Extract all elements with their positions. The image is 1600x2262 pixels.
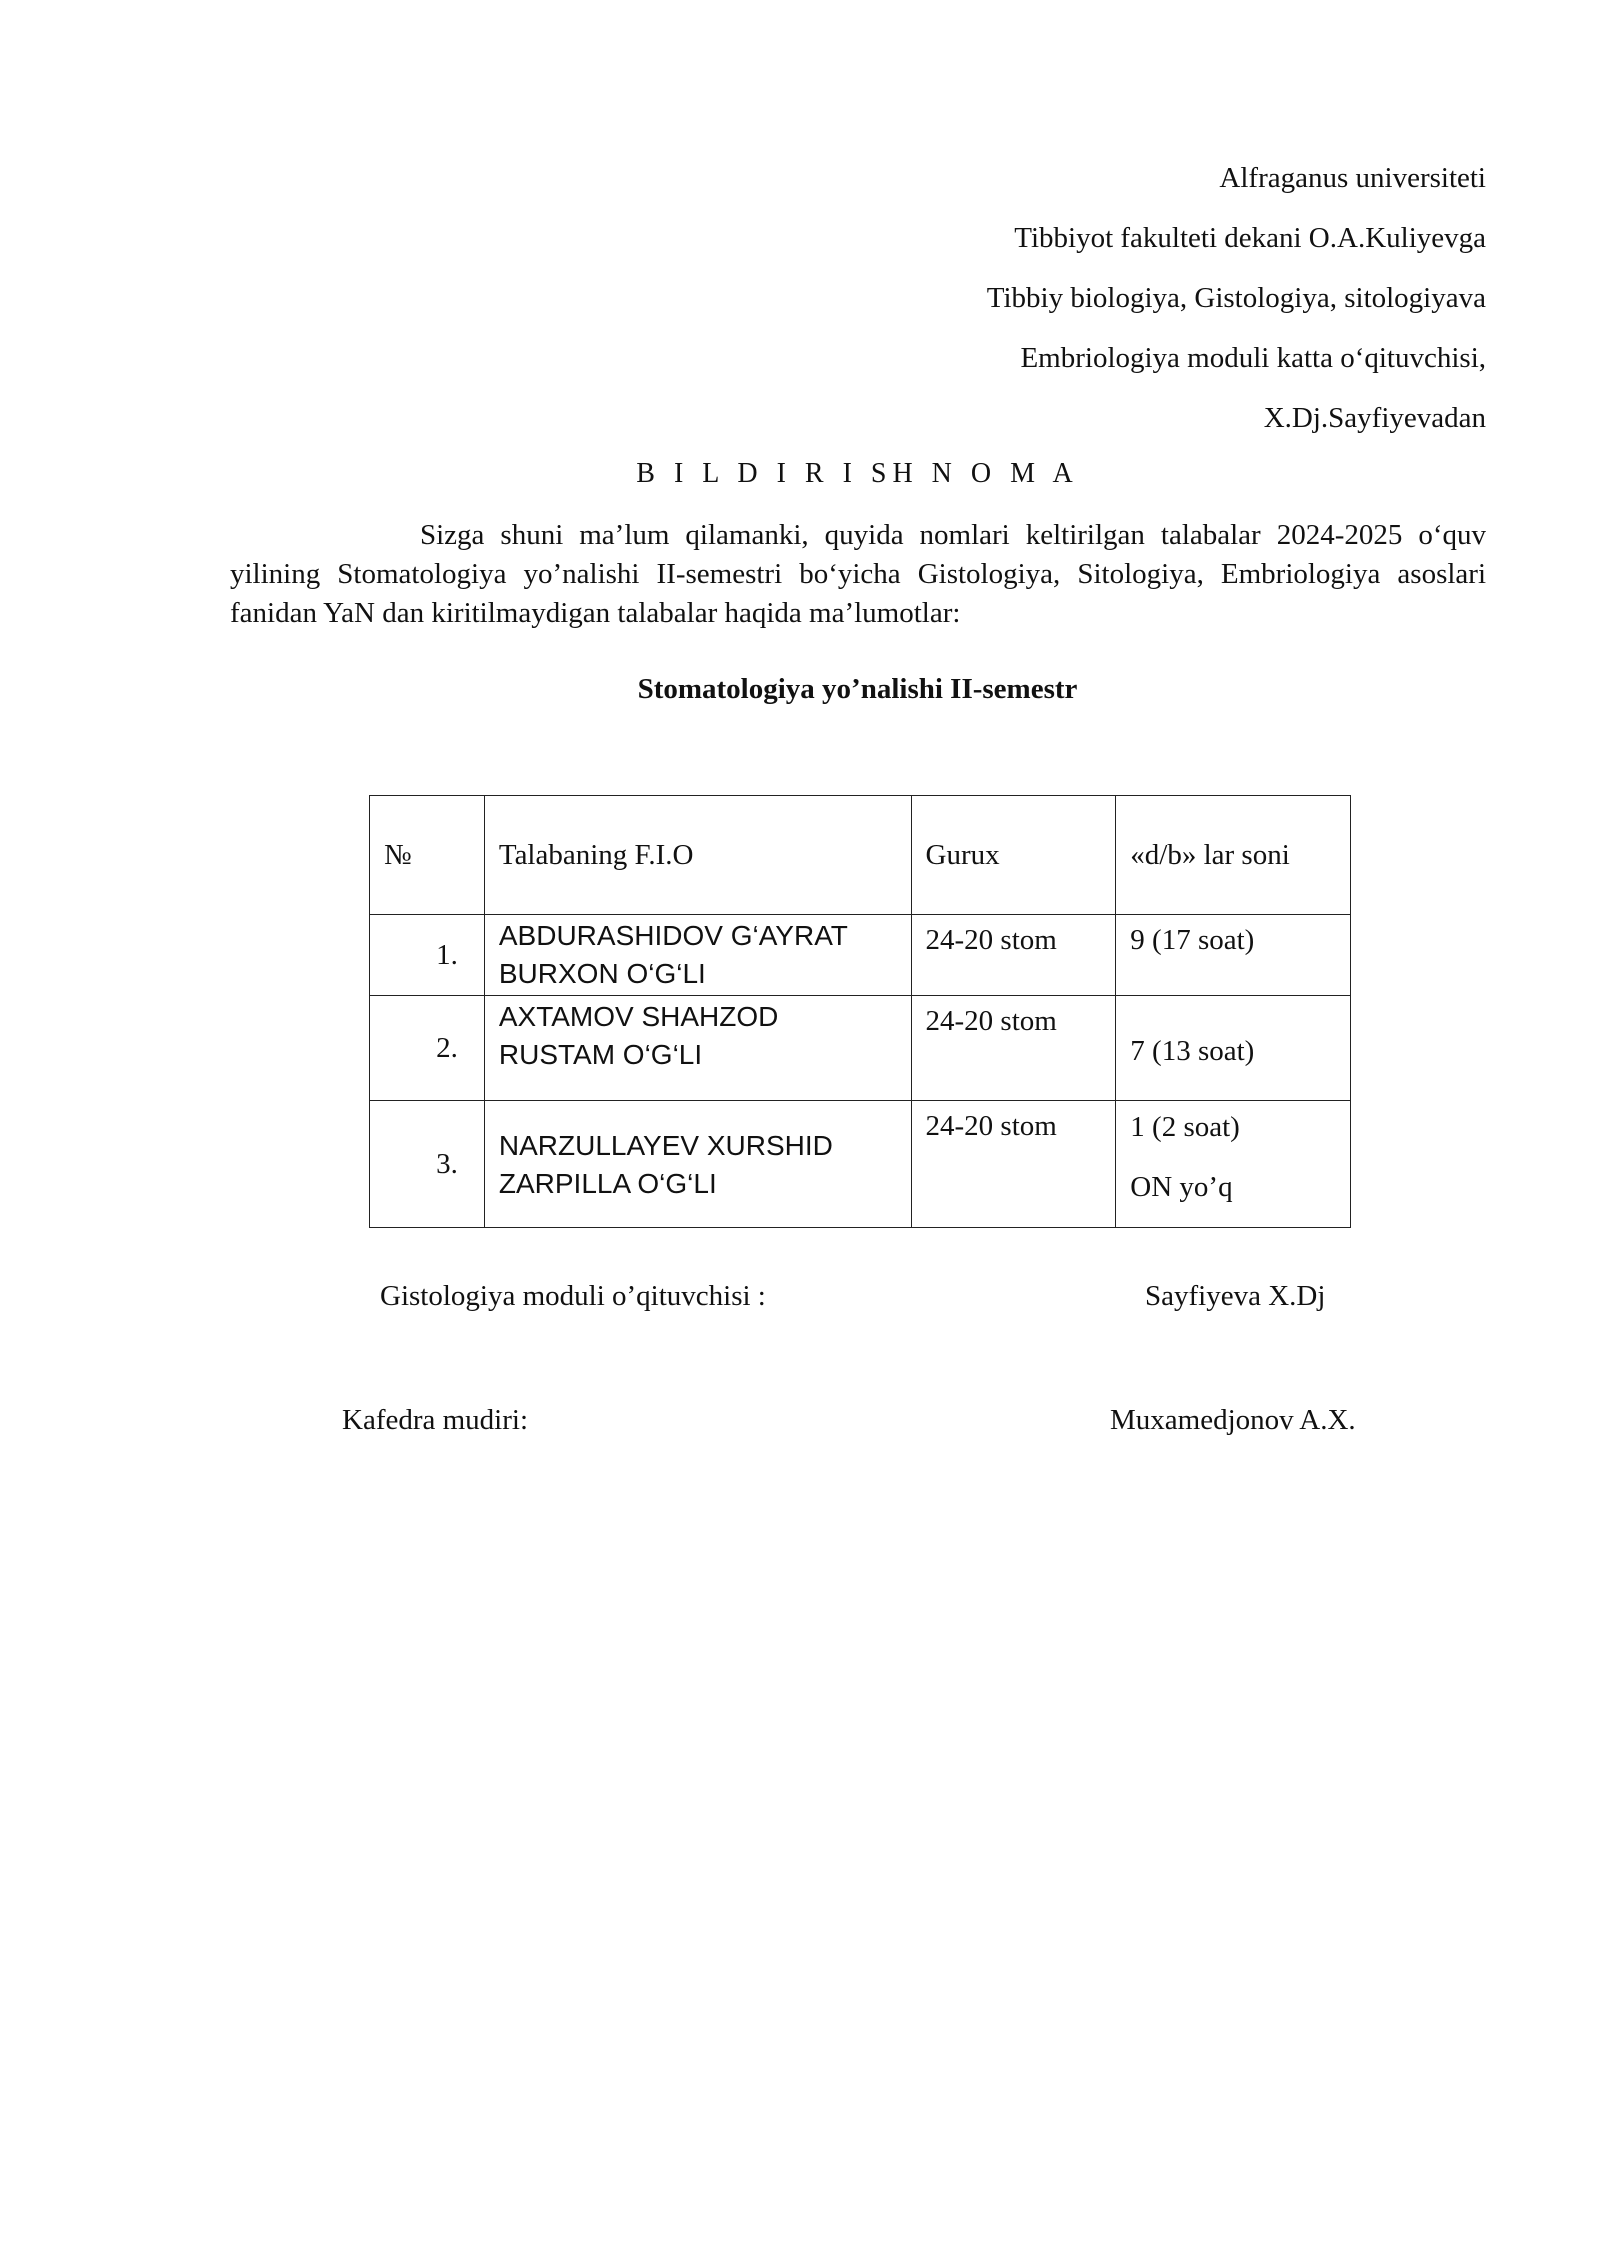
student-name: ABDURASHIDOV G‘AYRAT BURXON O‘G‘LI [484, 915, 911, 996]
addressee-line-dean: Tibbiyot fakulteti dekani O.A.Kuliyevga [1014, 222, 1486, 254]
signature-name-teacher: Sayfiyeva X.Dj [1145, 1280, 1326, 1312]
header-group: Gurux [911, 796, 1116, 915]
absence-note: ON yo’q [1130, 1171, 1233, 1203]
row-number: 3. [370, 1101, 485, 1228]
student-name: NARZULLAYEV XURSHID ZARPILLA O‘G‘LI [484, 1101, 911, 1228]
document-title: B I L D I R I SH N O M A [636, 458, 1079, 489]
absence-count: 1 (2 soat) [1130, 1111, 1240, 1143]
students-table [369, 795, 1351, 1228]
row-number: 1. [370, 915, 485, 996]
addressee-line-sender: X.Dj.Sayfiyevadan [1263, 402, 1486, 434]
signature-name-head: Muxamedjonov A.X. [1110, 1404, 1356, 1436]
addressee-line-university: Alfraganus universiteti [1219, 162, 1486, 194]
table-subtitle: Stomatologiya yo’nalishi II-semestr [637, 673, 1078, 705]
intro-paragraph: Sizga shuni ma’lum qilamanki, quyida nomlari keltirilgan talabalar 2024-2025 o‘quv yilining Stomatologiya yo’nalishi II-semestri bo‘yicha Gistologiya, Sitologiya, Embriologiya asoslari fanidan YaN dan kiritilmaydigan talabalar haqida ma’lumotlar: [230, 519, 1486, 629]
table-row [370, 915, 1351, 996]
absence-count: 9 (17 soat) [1116, 915, 1351, 996]
signature-role-teacher: Gistologiya moduli o’qituvchisi : [380, 1280, 766, 1312]
addressee-block [786, 148, 1486, 448]
row-number: 2. [370, 996, 485, 1101]
table-row [370, 996, 1351, 1101]
absence-cell [1116, 1101, 1351, 1228]
student-group: 24-20 stom [911, 915, 1116, 996]
header-absence-count: «d/b» lar soni [1116, 796, 1351, 915]
header-number: № [370, 796, 485, 915]
addressee-line-department: Tibbiy biologiya, Gistologiya, sitologiyava [986, 282, 1486, 314]
signature-role-head: Kafedra mudiri: [342, 1404, 529, 1436]
student-group: 24-20 stom [911, 1101, 1116, 1228]
header-student-name: Talabaning F.I.O [484, 796, 911, 915]
table-header-row [370, 796, 1351, 915]
student-group: 24-20 stom [911, 996, 1116, 1101]
table-row [370, 1101, 1351, 1228]
student-name: AXTAMOV SHAHZOD RUSTAM O‘G‘LI [484, 996, 911, 1101]
absence-count: 7 (13 soat) [1116, 996, 1351, 1101]
addressee-line-position: Embriologiya moduli katta o‘qituvchisi, [1020, 342, 1486, 374]
